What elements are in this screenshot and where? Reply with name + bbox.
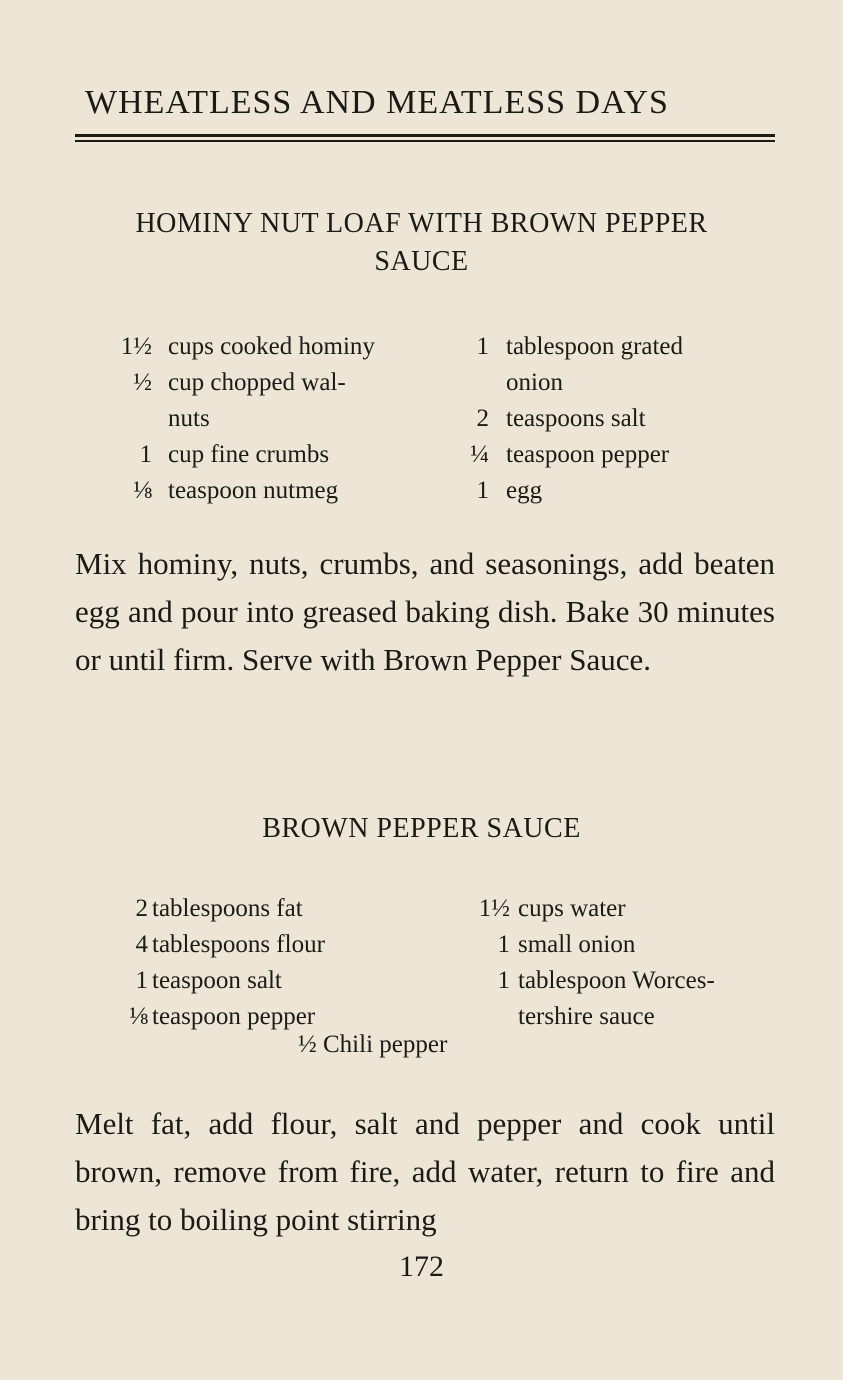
ingredients-right [440, 329, 780, 509]
ingredient-quantity: 1 [497, 931, 510, 958]
recipe-title [60, 205, 783, 281]
ingredient-text: onion [506, 369, 563, 396]
ingredient-text: teaspoon salt [152, 967, 282, 994]
ingredient-row [80, 365, 440, 401]
ingredient-text: tablespoons fat [152, 895, 303, 922]
ingredient-row [100, 927, 440, 963]
ingredient-row [440, 329, 780, 365]
ingredients-left [80, 329, 440, 509]
recipe-directions: Mix hominy, nuts, crumbs, and seasonings, add beaten egg and pour into greased baking dish. Bake 30 minutes or until firm. Serve with Brown Pepper Sauce. [75, 546, 775, 677]
ingredient-text: nuts [168, 405, 210, 432]
ingredient-text: egg [506, 477, 543, 504]
sauce-directions: Melt fat, add flour, salt and pepper and cook until brown, remove from fire, add water, return to fire and bring to boiling point stirring [75, 1106, 775, 1237]
ingredient-row [100, 999, 440, 1035]
ingredient-text: teaspoons salt [506, 405, 646, 432]
sauce-ingredients-right [450, 891, 780, 1035]
recipe-title-line2: SAUCE [374, 246, 469, 277]
ingredient-text: teaspoon nutmeg [168, 477, 339, 504]
ingredient-row [440, 437, 780, 473]
ingredient-row [80, 473, 440, 509]
ingredient-quantity: 1½ [120, 333, 152, 360]
ingredient-row [440, 473, 780, 509]
ingredient-row [440, 401, 780, 437]
ingredient-text: tablespoon Worces- [518, 967, 715, 994]
header-rule-thin [75, 140, 775, 142]
ingredient-text: teaspoon pepper [152, 1003, 316, 1030]
ingredient-text: tablespoon grated [506, 333, 684, 360]
ingredient-text: cups water [518, 895, 626, 922]
ingredient-quantity: 1 [476, 477, 489, 504]
ingredient-quantity: 1 [476, 333, 489, 360]
ingredient-row [450, 891, 780, 927]
ingredient-quantity: ⅛ [133, 477, 152, 504]
header-rule-thick [75, 134, 775, 137]
ingredient-text: cup chopped wal- [168, 369, 346, 396]
ingredient-quantity: ⅛ [129, 1003, 148, 1030]
ingredient-text: cups cooked hominy [168, 333, 375, 360]
ingredient-text: tershire sauce [518, 1003, 655, 1030]
ingredient-row [100, 963, 440, 999]
ingredient-text: tablespoons flour [152, 931, 325, 958]
ingredient-row [80, 401, 440, 437]
ingredient-text: small onion [518, 931, 636, 958]
ingredient-row [80, 329, 440, 365]
ingredient-row [440, 365, 780, 401]
ingredient-quantity: 2 [135, 895, 148, 922]
sauce-title: BROWN PEPPER SAUCE [262, 813, 581, 844]
ingredient-quantity: ½ [133, 369, 152, 396]
ingredient-row [80, 437, 440, 473]
ingredient-quantity: 1½ [478, 895, 510, 922]
ingredient-row [100, 891, 440, 927]
ingredient-quantity: ¼ [470, 441, 489, 468]
ingredient-row [450, 999, 780, 1035]
sauce-ingredients-left [100, 891, 440, 1035]
centered-ingredient: ½ Chili pepper [298, 1031, 448, 1058]
running-head: WHEATLESS AND MEATLESS DAYS [85, 84, 669, 121]
ingredient-quantity: 1 [497, 967, 510, 994]
ingredient-text: teaspoon pepper [506, 441, 670, 468]
ingredient-text: cup fine crumbs [168, 441, 330, 468]
ingredient-quantity: 1 [135, 967, 148, 994]
ingredient-quantity: 4 [135, 931, 148, 958]
recipe-title-line1: HOMINY NUT LOAF WITH BROWN PEPPER [135, 208, 708, 239]
ingredient-quantity: 2 [476, 405, 489, 432]
ingredient-quantity: 1 [139, 441, 152, 468]
page-number: 172 [399, 1250, 444, 1283]
ingredient-row [450, 927, 780, 963]
ingredient-row [450, 963, 780, 999]
